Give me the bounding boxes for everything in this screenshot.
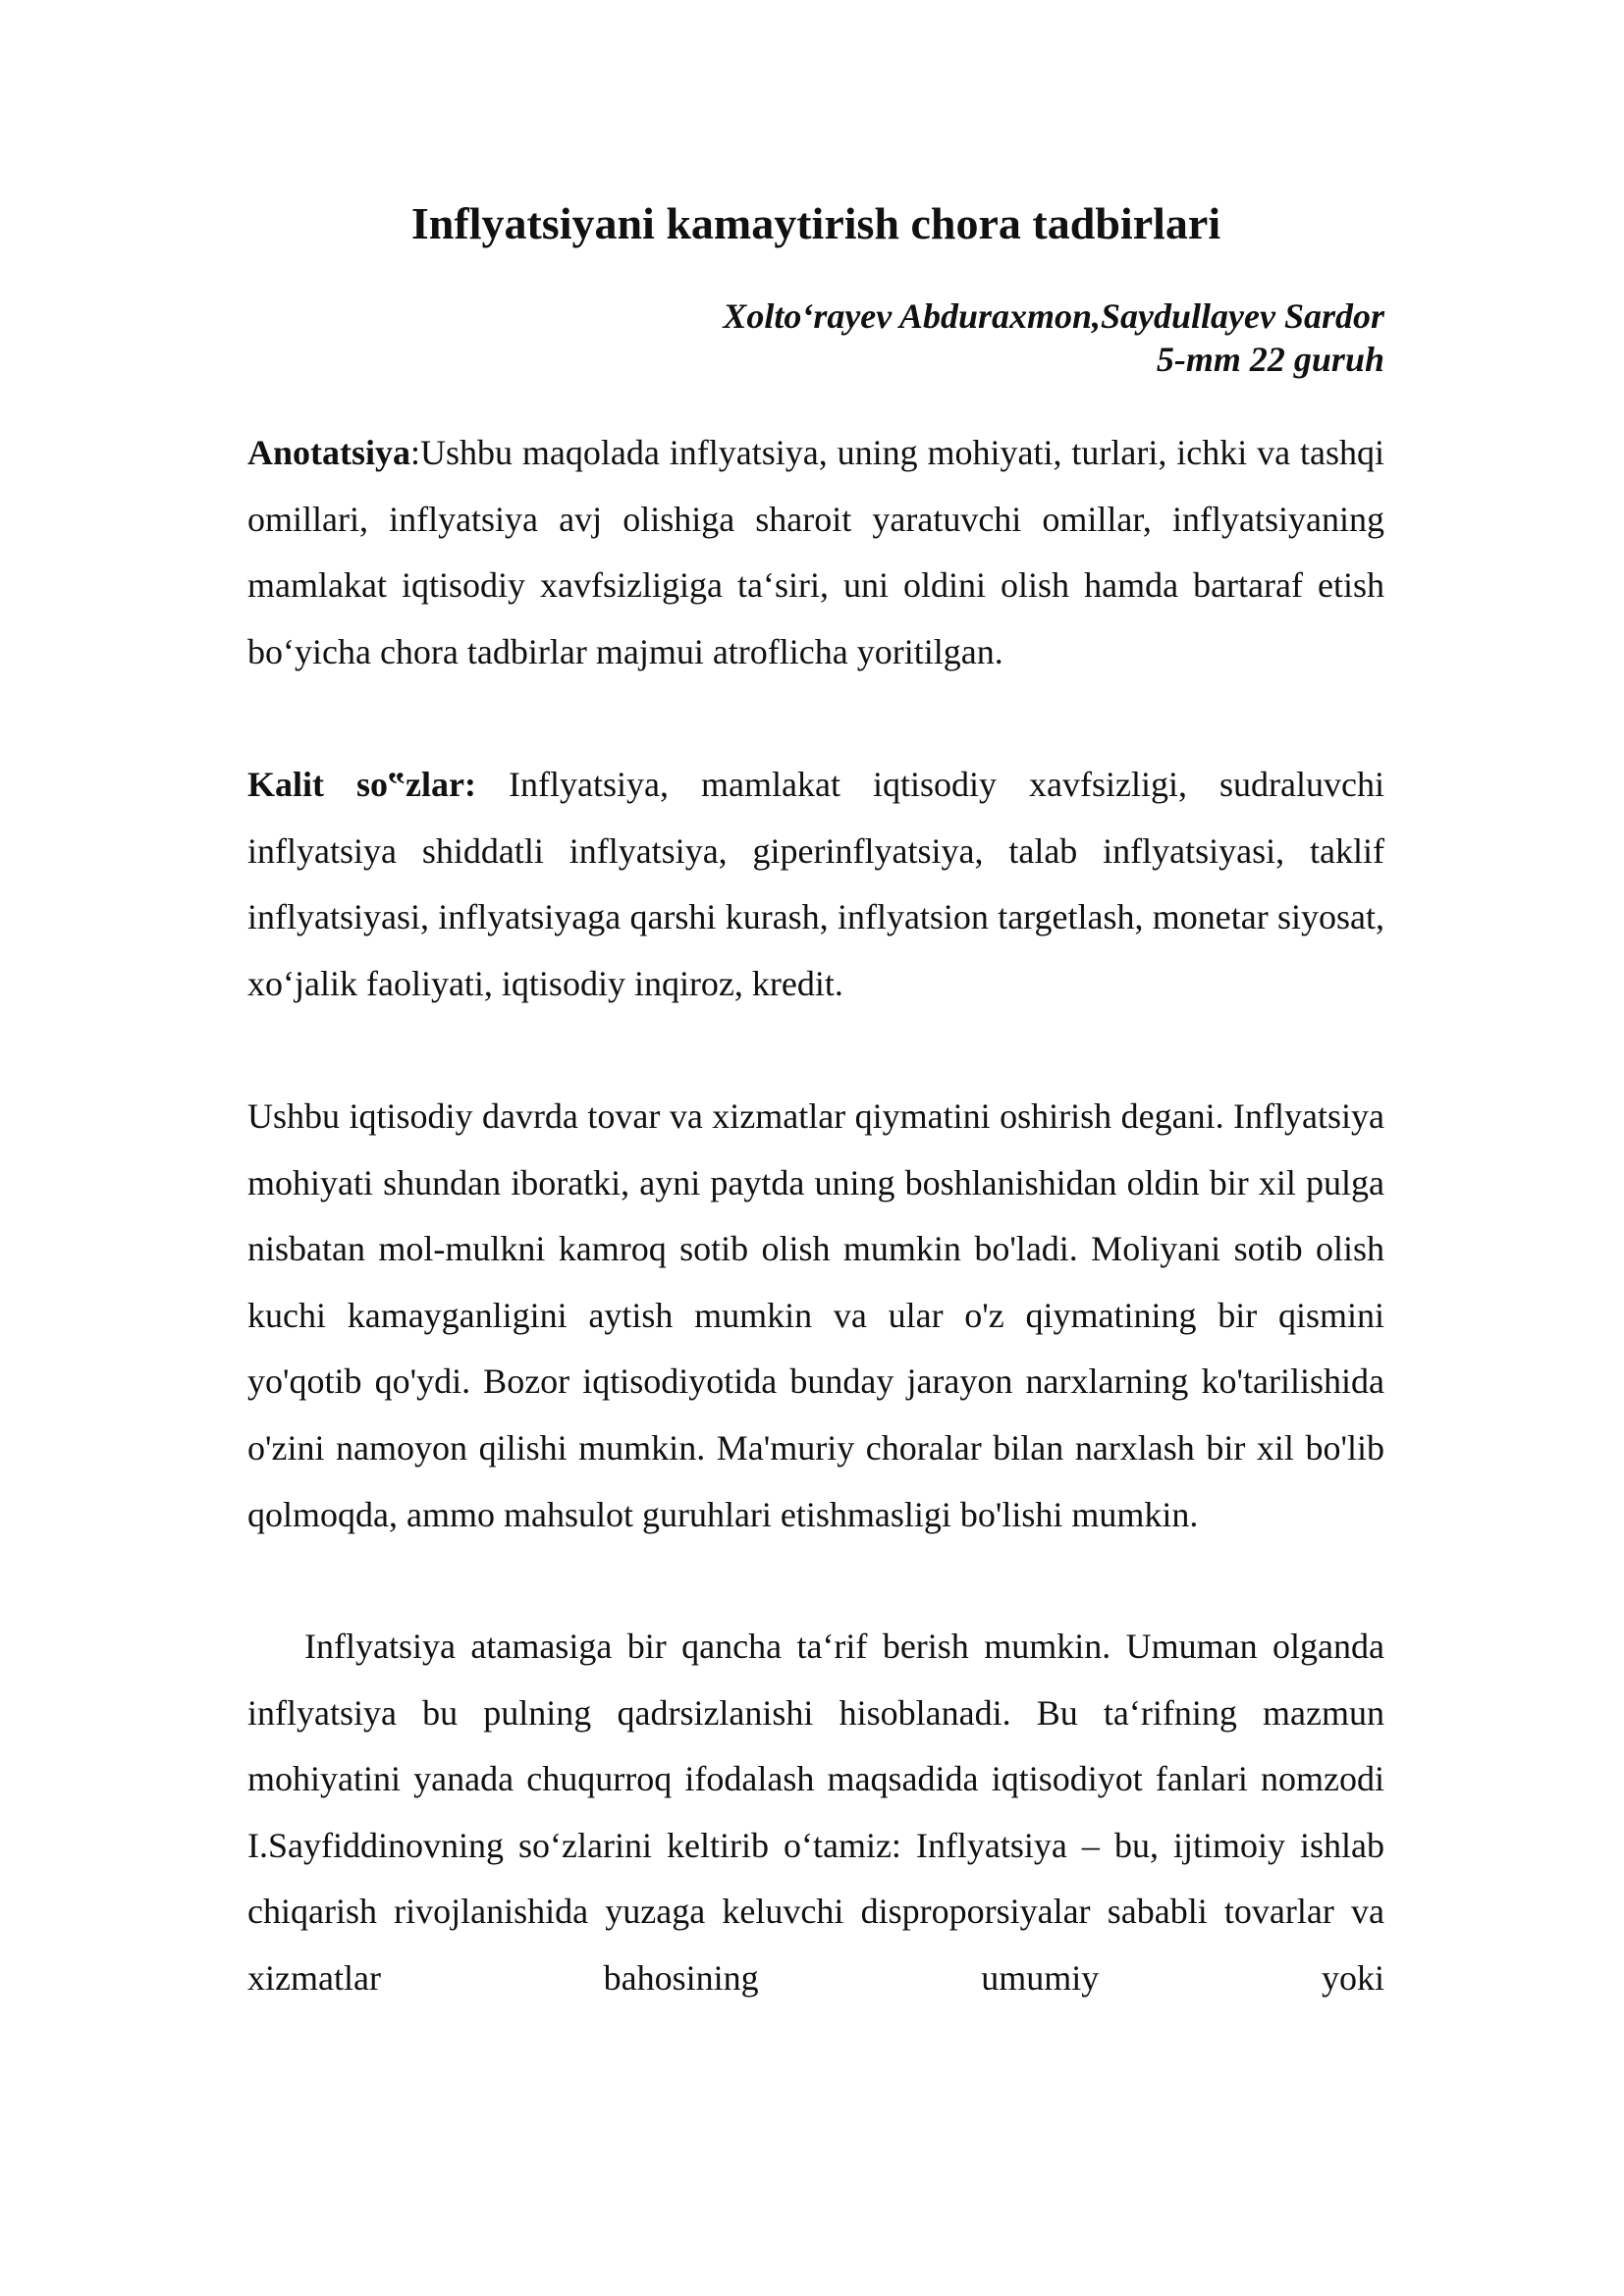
document-title: Inflyatsiyani kamaytirish chora tadbirlari: [410, 198, 1221, 248]
body-paragraph-1: Ushbu iqtisodiy davrda tovar va xizmatlar qiymatini oshirish degani. Inflyatsiya mohiyati shundan iboratki, ayni paytda uning boshlanishidan oldin bir xil pulga nisbatan mol-mulkni kamroq sotib olish mumkin bo'ladi. Moliyani sotib olish kuchi kamayganligini aytish mumkin va ular o'z qiymatining bir qismini yo'qotib qo'ydi. Bozor iqtisodiyotida bunday jarayon narxlarning ko'tarilishida o'zini namoyon qilishi mumkin. Ma'muriy choralar bilan narxlash bir xil bo'lib qolmoqda, ammo mahsulot guruhlari etishmasligi bo'lishi mumkin.: [247, 1096, 1384, 1534]
author-block: [723, 294, 1384, 381]
abstract-paragraph: [247, 420, 1384, 685]
keywords-label: Kalit so‟zlar:: [247, 765, 476, 804]
abstract-label: Anotatsiya: [247, 433, 411, 472]
author-group: 5-mm 22 guruh: [1156, 340, 1384, 379]
abstract-text: :Ushbu maqolada inflyatsiya, uning mohiyati, turlari, ichki va tashqi omillari, inflyatsiya avj olishiga sharoit yaratuvchi omillar, inflyatsiyaning mamlakat iqtisodiy xavfsizligiga ta‘siri, uni oldini olish hamda bartaraf etish bo‘yicha chora tadbirlar majmui atroflicha yoritilgan.: [247, 433, 1384, 671]
keywords-paragraph: [247, 752, 1384, 1017]
keywords-text: Inflyatsiya, mamlakat iqtisodiy xavfsizligi, sudraluvchi inflyatsiya shiddatli inflyatsiya, giperinflyatsiya, talab inflyatsiyasi, taklif inflyatsiyasi, inflyatsiyaga qarshi kurash, inflyatsion targetlash, monetar siyosat, xo‘jalik faoliyati, iqtisodiy inqiroz, kredit.: [247, 765, 1385, 1003]
body-paragraph-2: Inflyatsiya atamasiga bir qancha ta‘rif berish mumkin. Umuman olganda inflyatsiya bu pulning qadrsizlanishi hisoblanadi. Bu ta‘rifning mazmun mohiyatini yanada chuqurroq ifodalash maqsadida iqtisodiyot fanlari nomzodi I.Sayfiddinovning so‘zlarini keltirib o‘tamiz: Inflyatsiya – bu, ijtimoiy ishlab chiqarish rivojlanishida yuzaga keluvchi disproporsiyalar sababli tovarlar va xizmatlar bahosining umumiy yoki: [247, 1627, 1384, 1998]
author-names: Xolto‘rayev Abduraxmon,Saydullayev Sardor: [723, 296, 1384, 336]
